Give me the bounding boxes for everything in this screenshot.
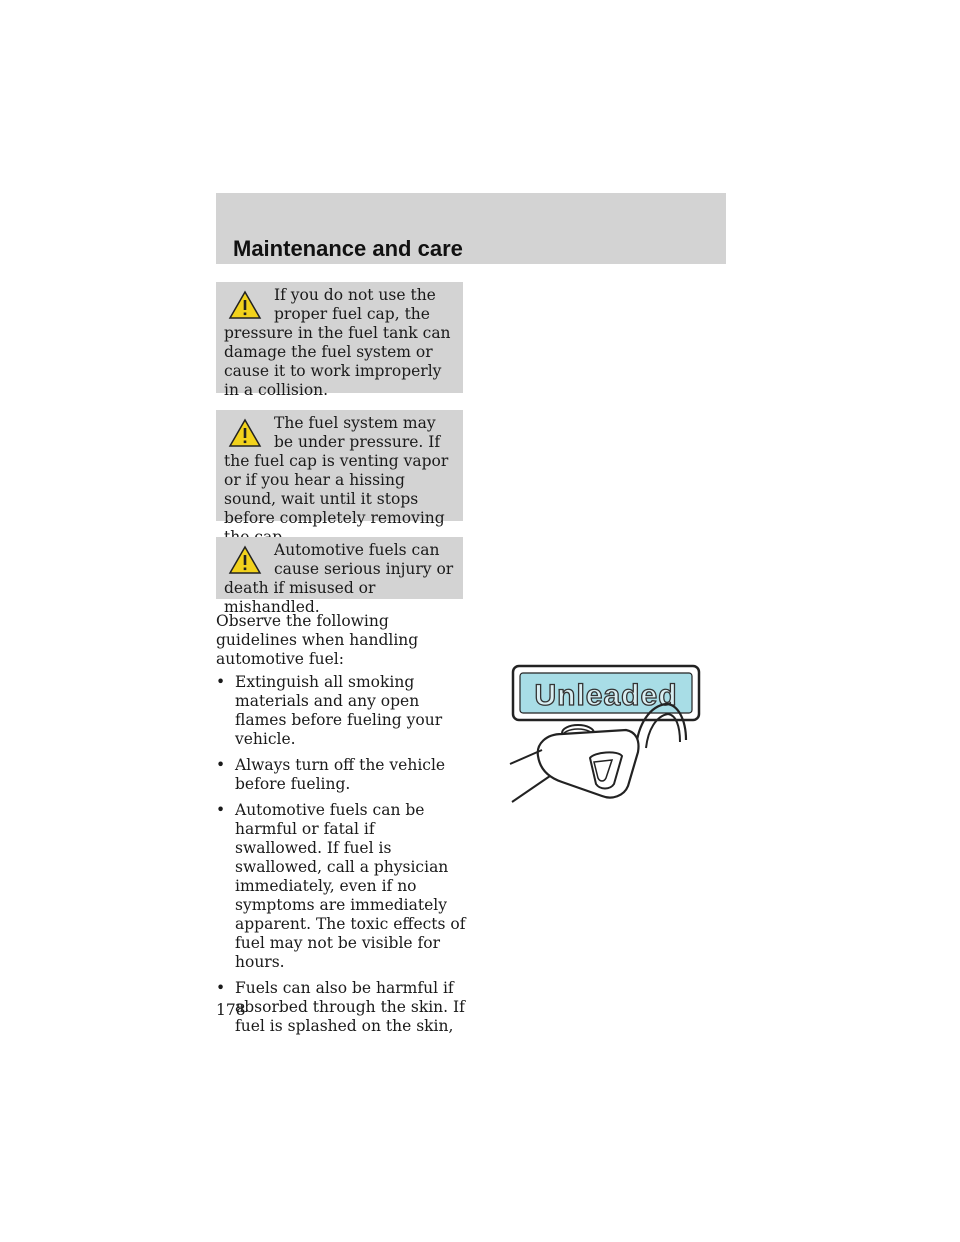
list-item xyxy=(216,756,466,794)
guidelines-list xyxy=(216,673,466,1043)
intro-paragraph: Observe the following guidelines when handling automotive fuel: xyxy=(216,612,419,668)
bullet-icon: • xyxy=(216,979,226,997)
unleaded-sign-text: Unleaded xyxy=(534,679,678,712)
page-number: 178 xyxy=(216,1001,246,1019)
bullet-icon: • xyxy=(216,673,226,691)
list-item-text: Automotive fuels can be harmful or fatal if swallowed. If fuel is swallowed, call a physician immediately, even if no symptoms are immediately apparent. The toxic effects of fuel may not be visible for hours. xyxy=(235,801,466,971)
warning-box xyxy=(216,537,463,616)
bullet-icon: • xyxy=(216,756,226,774)
bullet-icon: • xyxy=(216,801,226,819)
list-item-text: Always turn off the vehicle before fueling. xyxy=(235,756,446,793)
list-item xyxy=(216,979,466,1036)
warning-icon xyxy=(228,290,262,320)
fuel-nozzle-illustration xyxy=(508,660,704,810)
list-item-text: Fuels can also be harmful if absorbed through the skin. If fuel is splashed on the skin, xyxy=(235,979,465,1035)
warning-box xyxy=(216,410,463,527)
section-title: Maintenance and care xyxy=(233,236,463,261)
list-item xyxy=(216,673,466,749)
warning-text: Automotive fuels can cause serious injury or death if misused or mishandled. xyxy=(224,541,454,616)
warning-text: The fuel system may be under pressure. If the fuel cap is venting vapor or if you hear a hissing sound, wait until it stops before completely removing xyxy=(224,414,449,527)
list-item xyxy=(216,801,466,972)
list-item-text: Extinguish all smoking materials and any open flames before fueling your vehicle. xyxy=(235,673,443,748)
warning-icon xyxy=(228,418,262,448)
warning-box xyxy=(216,282,463,399)
warning-icon xyxy=(228,545,262,575)
warning-text: If you do not use the proper fuel cap, the pressure in the fuel tank can damage the fuel system or cause it to work improperly in a collision. xyxy=(224,286,451,399)
